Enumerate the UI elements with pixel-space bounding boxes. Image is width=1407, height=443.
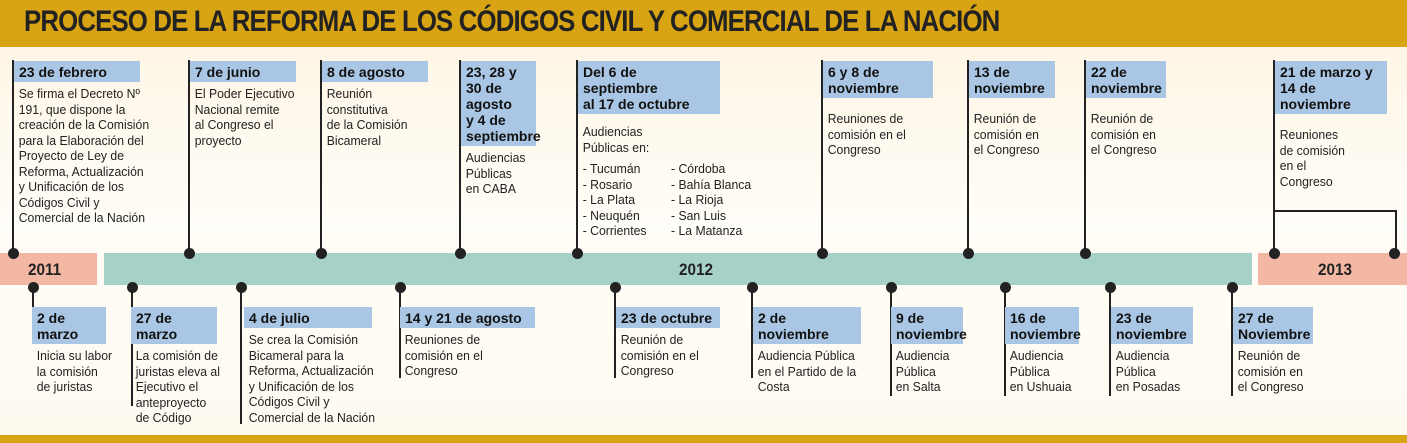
event-date: 7 de junio xyxy=(190,61,296,82)
event-2012-11-02 xyxy=(753,307,883,395)
timeline-dot xyxy=(8,248,19,259)
event-text: Audiencias Públicas en CABA xyxy=(465,150,526,196)
timeline-dot xyxy=(572,248,583,259)
event-2012-08-23 xyxy=(461,61,571,197)
city-item: - La Plata xyxy=(582,192,636,207)
timeline-dot xyxy=(236,282,247,293)
cities-column-2 xyxy=(671,161,751,239)
event-date: 27 de marzo xyxy=(131,307,217,344)
city-item: - Rosario xyxy=(582,176,633,192)
event-text: Reunión de comisión en el Congreso xyxy=(620,332,699,378)
timeline-dot xyxy=(610,282,621,293)
page-title: PROCESO DE LA REFORMA DE LOS CÓDIGOS CIVIL Y COMERCIAL DE LA NACIÓN xyxy=(24,5,1000,38)
event-date: 13 de noviembre xyxy=(969,61,1055,98)
event-text: Reunión de comisión en el Congreso xyxy=(1237,348,1304,394)
timeline-dot xyxy=(1105,282,1116,293)
event-date: 16 de noviembre xyxy=(1005,307,1079,344)
timeline-dot xyxy=(455,248,466,259)
event-2012-11-16 xyxy=(1005,307,1105,395)
timeline-dot xyxy=(963,248,974,259)
timeline-dot xyxy=(747,282,758,293)
event-2011-02-23 xyxy=(14,61,184,226)
event-date: 8 de agosto xyxy=(322,61,428,82)
event-2012-11-27 xyxy=(1233,307,1343,395)
event-text: Audiencia Pública en Ushuaia xyxy=(1009,348,1072,394)
city-item: - Córdoba xyxy=(670,161,726,176)
event-text: Reunión constitutiva de la Comisión Bicameral xyxy=(326,86,408,148)
event-2012-10-23 xyxy=(616,307,736,379)
year-band-2012 xyxy=(104,253,1252,285)
event-2012-08-14 xyxy=(400,307,536,379)
event-text: Se firma el Decreto Nº 191, que dispone la creación de la Comisión para la Elaboración del Proyecto de Ley de Reforma, Actualización y Unificación de los Códigos Civil y Comercial de la Nación xyxy=(18,86,150,225)
event-date: 2 de noviembre xyxy=(753,307,861,344)
event-2012-11-06 xyxy=(823,61,961,158)
event-date: 27 de Noviembre xyxy=(1233,307,1313,344)
event-text: Audiencias Públicas en: xyxy=(582,124,650,155)
timeline-dot xyxy=(1227,282,1238,293)
event-text: Reuniones de comisión en el Congreso xyxy=(827,111,906,157)
event-date: 2 de marzo xyxy=(32,307,106,344)
connector-line xyxy=(240,284,242,424)
timeline-dot xyxy=(886,282,897,293)
event-text: Reunión de comisión en el Congreso xyxy=(973,111,1040,157)
timeline-dot xyxy=(184,248,195,259)
city-item: - Corrientes xyxy=(582,223,647,238)
timeline-dot xyxy=(395,282,406,293)
event-date: 14 y 21 de agosto xyxy=(400,307,535,328)
cities-column-1 xyxy=(583,161,647,239)
event-date: 6 y 8 de noviembre xyxy=(823,61,933,98)
city-item: - Neuquén xyxy=(582,207,640,223)
timeline-dot xyxy=(817,248,828,259)
city-item: - Tucumán xyxy=(582,161,641,176)
date-bracket xyxy=(1273,210,1397,254)
timeline-dot xyxy=(127,282,138,293)
timeline-dot xyxy=(1000,282,1011,293)
event-date: 23 de noviembre xyxy=(1111,307,1193,344)
event-text: Audiencia Pública en Salta xyxy=(895,348,950,394)
timeline-dot xyxy=(1080,248,1091,259)
event-text: Reunión de comisión en el Congreso xyxy=(1090,111,1157,157)
year-label-2013: 2013 xyxy=(1318,260,1353,279)
event-date: 23 de febrero xyxy=(14,61,140,82)
cities-list xyxy=(578,155,800,239)
timeline-dot xyxy=(316,248,327,259)
event-2011-03-27 xyxy=(131,307,237,426)
event-date: 9 de noviembre xyxy=(891,307,963,344)
event-text: Reuniones de comisión en el Congreso xyxy=(1279,127,1345,189)
bottom-bar xyxy=(0,435,1407,443)
event-date: 21 de marzo y 14 de noviembre xyxy=(1275,61,1387,114)
event-2012-08-08 xyxy=(322,61,454,148)
event-2012-11-09 xyxy=(891,307,991,395)
event-2012-11-22 xyxy=(1086,61,1206,158)
event-2013-03-21 xyxy=(1275,61,1403,189)
event-text: Audiencia Pública en Posadas xyxy=(1115,348,1181,394)
year-label-2011: 2011 xyxy=(28,260,62,279)
city-item: - La Rioja xyxy=(670,192,724,207)
event-date: 23 de octubre xyxy=(616,307,720,328)
event-date: 4 de julio xyxy=(244,307,372,328)
event-text: El Poder Ejecutivo Nacional remite al Congreso el proyecto xyxy=(194,86,295,148)
year-label-2012: 2012 xyxy=(679,260,714,279)
event-date: 23, 28 y 30 de agosto y 4 de septiembre xyxy=(461,61,536,146)
event-text: Inicia su labor la comisión de juristas xyxy=(36,348,113,394)
title-bar xyxy=(0,0,1407,47)
event-date: 22 de noviembre xyxy=(1086,61,1166,98)
city-item: - La Matanza xyxy=(670,223,743,238)
timeline-dot xyxy=(1389,248,1400,259)
event-2011-03-02 xyxy=(32,307,128,395)
event-text: Audiencia Pública en el Partido de la Costa xyxy=(757,348,857,394)
city-item: - Bahía Blanca xyxy=(670,176,752,192)
event-text: La comisión de juristas eleva al Ejecutivo el anteproyecto de Código xyxy=(135,348,220,425)
event-2012-09-06 xyxy=(578,61,814,239)
timeline-dot xyxy=(28,282,39,293)
event-date: Del 6 de septiembre al 17 de octubre xyxy=(578,61,720,114)
event-text: Reuniones de comisión en el Congreso xyxy=(404,332,483,378)
event-text: Se crea la Comisión Bicameral para la Reforma, Actualización y Unificación de los Códigos Civil y Comercial de la Nación xyxy=(248,332,376,425)
event-2012-06-07 xyxy=(190,61,318,148)
event-2012-11-13 xyxy=(969,61,1079,158)
event-2012-11-23 xyxy=(1111,307,1221,395)
event-2012-07-04 xyxy=(244,307,394,425)
city-item: - San Luis xyxy=(670,207,727,223)
